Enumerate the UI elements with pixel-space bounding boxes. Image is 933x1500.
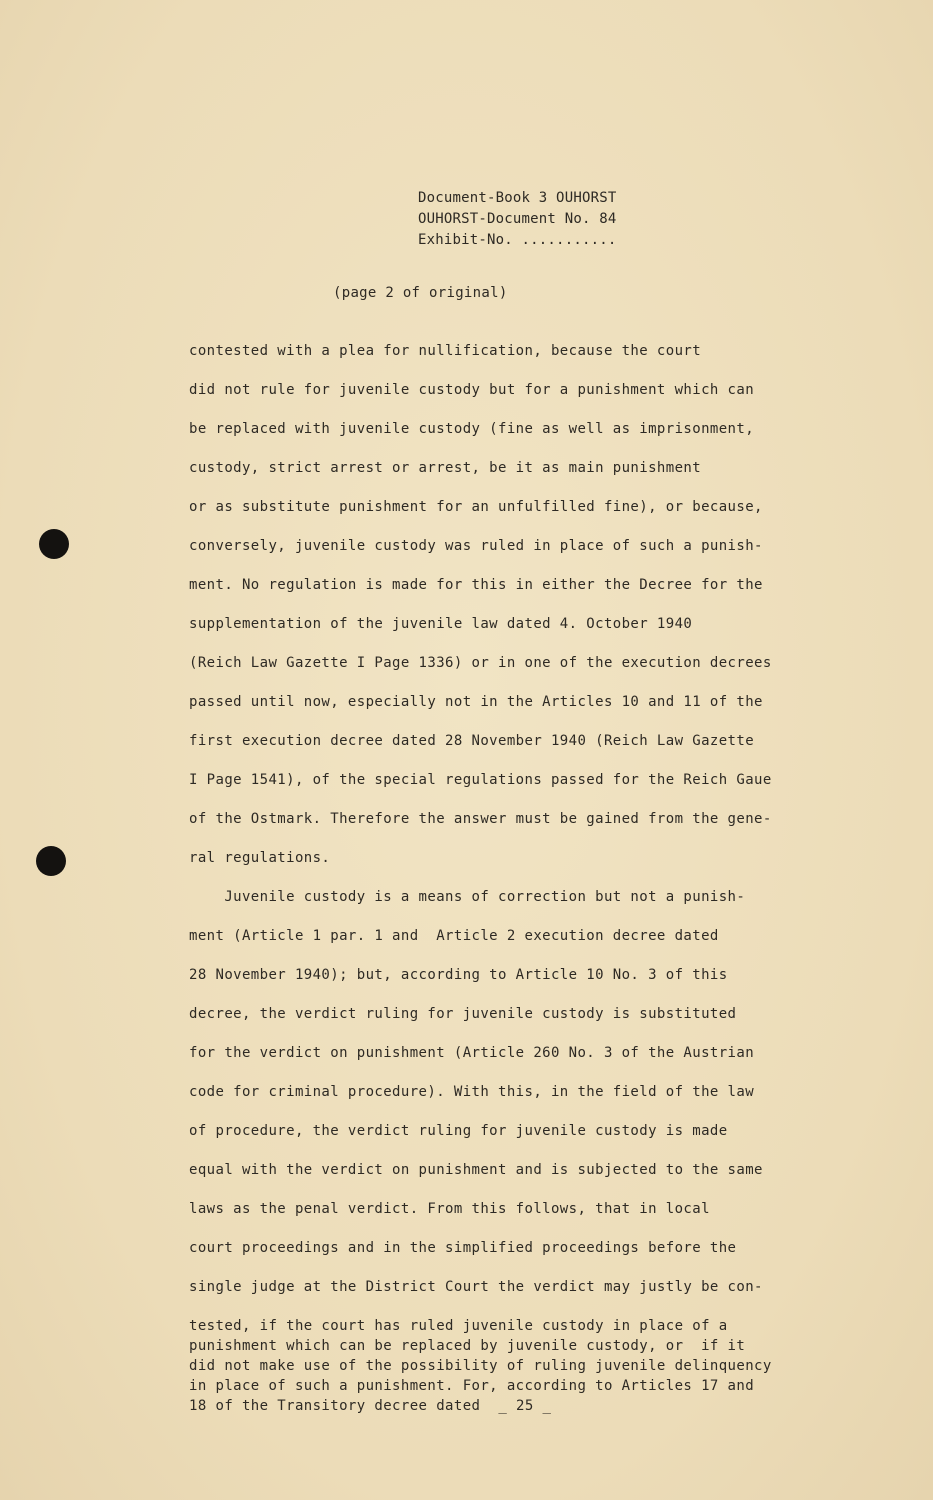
body-line: 28 November 1940); but, according to Article 10 No. 3 of this (189, 967, 728, 983)
punch-hole-bottom (36, 846, 66, 876)
page-note: (page 2 of original) (333, 285, 508, 301)
body-line: ment (Article 1 par. 1 and Article 2 execution decree dated (189, 928, 719, 944)
body-line: tested, if the court has ruled juvenile custody in place of a (189, 1318, 728, 1334)
body-line: supplementation of the juvenile law dated 4. October 1940 (189, 616, 693, 632)
body-line: passed until now, especially not in the Articles 10 and 11 of the (189, 694, 763, 710)
body-line: I Page 1541), of the special regulations passed for the Reich Gaue (189, 772, 772, 788)
body-line: contested with a plea for nullification, because the court (189, 343, 702, 359)
body-line: laws as the penal verdict. From this follows, that in local (189, 1201, 710, 1217)
body-line: punishment which can be replaced by juvenile custody, or if it (189, 1338, 746, 1354)
body-line: or as substitute punishment for an unfulfilled fine), or because, (189, 499, 763, 515)
document-header (418, 188, 616, 251)
body-line: decree, the verdict ruling for juvenile custody is substituted (189, 1006, 737, 1022)
body-line: single judge at the District Court the verdict may justly be con- (189, 1279, 763, 1295)
body-line: conversely, juvenile custody was ruled in place of such a punish- (189, 538, 763, 554)
body-line: equal with the verdict on punishment and is subjected to the same (189, 1162, 763, 1178)
punch-hole-top (39, 529, 69, 559)
header-exhibit-number: Exhibit-No. ........... (418, 232, 617, 248)
body-line: ment. No regulation is made for this in either the Decree for the (189, 577, 763, 593)
body-line: first execution decree dated 28 November 1940 (Reich Law Gazette (189, 733, 755, 749)
body-line: of procedure, the verdict ruling for juvenile custody is made (189, 1123, 728, 1139)
header-document-book: Document-Book 3 OUHORST (418, 190, 617, 206)
header-document-number: OUHORST-Document No. 84 (418, 211, 617, 227)
body-line: in place of such a punishment. For, according to Articles 17 and (189, 1378, 755, 1394)
body-line: of the Ostmark. Therefore the answer must be gained from the gene- (189, 811, 772, 827)
body-text (189, 341, 849, 1416)
body-line: ral regulations. (189, 850, 331, 866)
body-line: did not make use of the possibility of ruling juvenile delinquency (189, 1358, 772, 1374)
body-line: (Reich Law Gazette I Page 1336) or in one of the execution decrees (189, 655, 772, 671)
last-line (189, 1396, 849, 1416)
body-line: Juvenile custody is a means of correction but not a punish- (189, 889, 746, 905)
last-line-text: 18 of the Transitory decree dated (189, 1398, 481, 1414)
page-number: _ 25 _ (498, 1398, 552, 1414)
body-line: court proceedings and in the simplified proceedings before the (189, 1240, 737, 1256)
body-line: code for criminal procedure). With this, in the field of the law (189, 1084, 755, 1100)
body-line: custody, strict arrest or arrest, be it as main punishment (189, 460, 702, 476)
body-line: for the verdict on punishment (Article 260 No. 3 of the Austrian (189, 1045, 755, 1061)
body-line: be replaced with juvenile custody (fine as well as imprisonment, (189, 421, 755, 437)
body-line: did not rule for juvenile custody but for a punishment which can (189, 382, 755, 398)
